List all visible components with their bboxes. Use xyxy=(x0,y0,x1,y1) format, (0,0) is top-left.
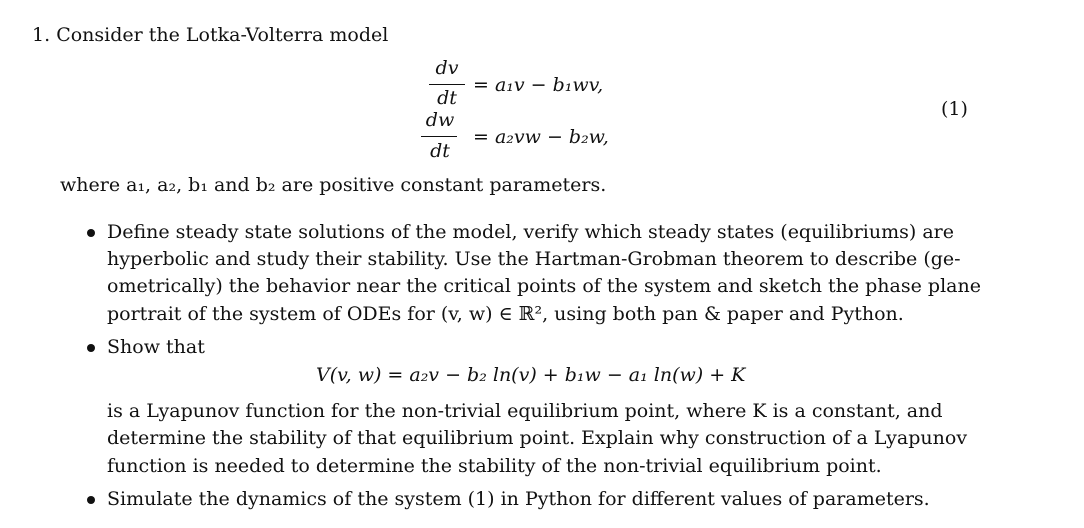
bullet-intro: Show that xyxy=(107,336,205,358)
eq1-numerator: dv xyxy=(435,57,459,79)
bullet-dot xyxy=(87,229,95,237)
bullet-dot xyxy=(87,344,95,352)
where-line: where a₁, a₂, b₁ and b₂ are positive constant parameters. xyxy=(60,174,607,196)
eq1-denominator: dt xyxy=(437,87,457,109)
paragraph-line: Simulate the dynamics of the system (1) in Python for different values of parameters. xyxy=(107,488,930,510)
equation-number: (1) xyxy=(941,98,968,120)
eq2-denominator: dt xyxy=(430,140,450,162)
paragraph-line: Define steady state solutions of the model, verify which steady states (equilibriums) are xyxy=(107,221,954,243)
eq1-rhs: = a₁v − b₁wv, xyxy=(473,74,604,96)
problem-intro: Consider the Lotka-Volterra model xyxy=(56,24,389,46)
paragraph-line: determine the stability of that equilibrium point. Explain why construction of a Lyapunov xyxy=(107,427,968,449)
eq2-numerator: dw xyxy=(425,109,455,131)
lyapunov-formula: V(v, w) = a₂v − b₂ ln(v) + b₁w − a₁ ln(w) + K xyxy=(316,364,746,386)
eq2-rhs: = a₂vw − b₂w, xyxy=(473,126,609,148)
paragraph-line: function is needed to determine the stability of the non-trivial equilibrium point. xyxy=(107,455,882,477)
paragraph-line: hyperbolic and study their stability. Use the Hartman-Grobman theorem to describe (ge- xyxy=(107,248,961,270)
paragraph-line: ometrically) the behavior near the critical points of the system and sketch the phase plane xyxy=(107,275,981,297)
problem-number: 1. xyxy=(32,24,51,46)
eq2-fraction-bar xyxy=(421,136,457,137)
eq1-fraction-bar xyxy=(429,84,465,85)
bullet-dot xyxy=(87,496,95,504)
paragraph-line: is a Lyapunov function for the non-trivial equilibrium point, where K is a constant, and xyxy=(107,400,943,422)
paragraph-line: portrait of the system of ODEs for (v, w) ∈ ℝ², using both pan & paper and Python. xyxy=(107,303,904,325)
problem-heading xyxy=(32,24,388,46)
